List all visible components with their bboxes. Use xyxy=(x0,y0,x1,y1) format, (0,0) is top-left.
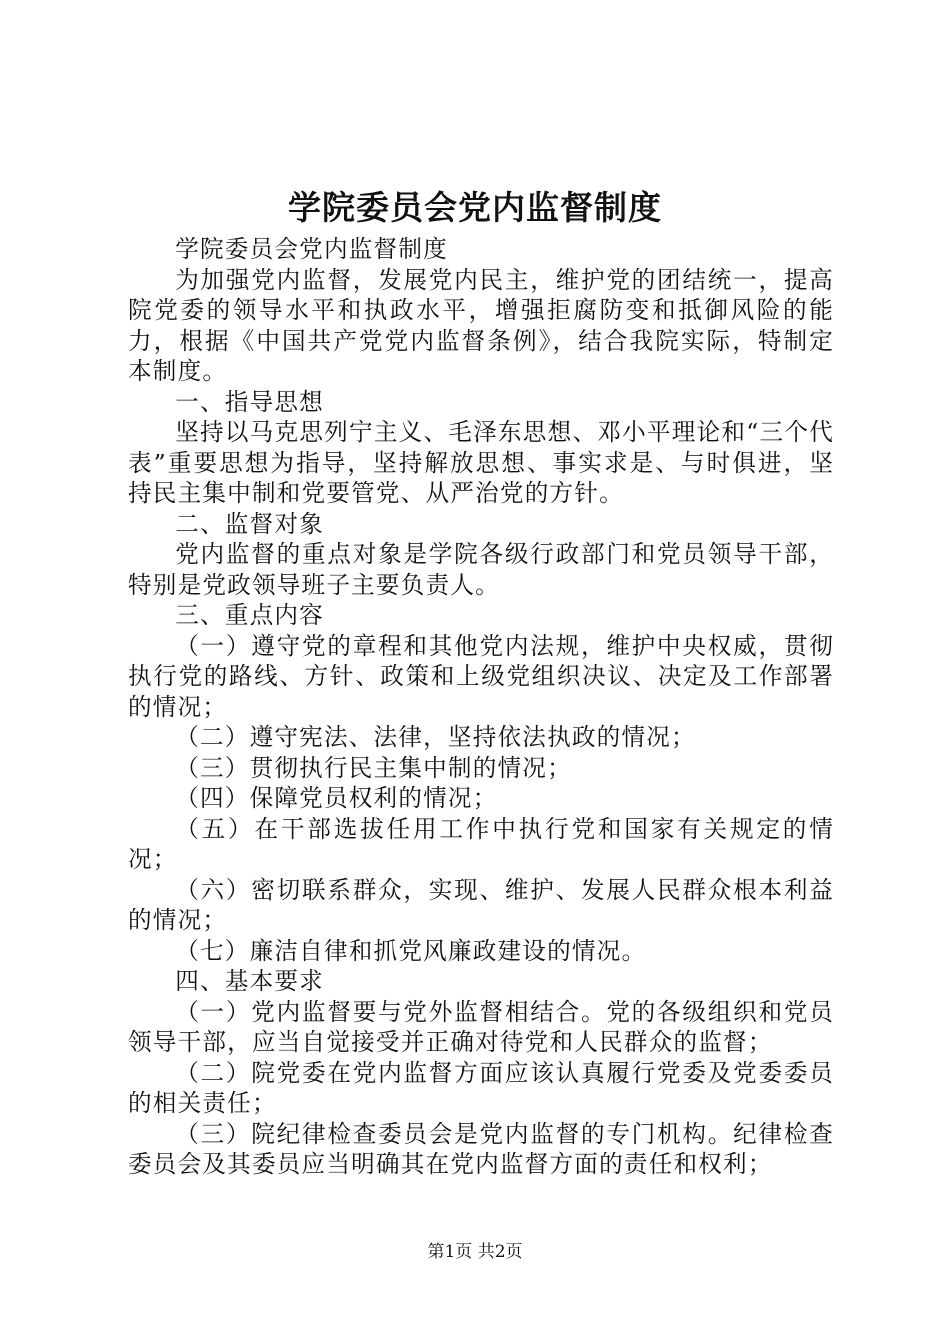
list-item: （一）党内监督要与党外监督相结合。党的各级组织和党员领导干部，应当自觉接受并正确对待党和人民群众的监督； xyxy=(128,997,834,1056)
section-heading: 二、监督对象 xyxy=(175,509,324,538)
list-item: （三）贯彻执行民主集中制的情况； xyxy=(175,753,572,782)
document-title: 学院委员会党内监督制度 xyxy=(288,188,662,227)
paragraph: 为加强党内监督，发展党内民主，维护党的团结统一，提高院党委的领导水平和执政水平，增强拒腐防变和抵御风险的能力，根据《中国共产党党内监督条例》，结合我院实际，特制定本制度。 xyxy=(128,265,834,385)
list-item: （五）在干部选拔任用工作中执行党和国家有关规定的情况； xyxy=(128,814,834,873)
list-item: （四）保障党员权利的情况； xyxy=(175,784,498,812)
paragraph: 党内监督的重点对象是学院各级行政部门和党员领导干部，特别是党政领导班子主要负责人。 xyxy=(128,540,834,599)
paragraph: 坚持以马克思列宁主义、毛泽东思想、邓小平理论和“三个代表”重要思想为指导，坚持解放思想、事实求是、与时俱进，坚持民主集中制和党要管党、从严治党的方针。 xyxy=(128,418,834,507)
list-item: （一）遵守党的章程和其他党内法规，维护中央权威，贯彻执行党的路线、方针、政策和上级党组织决议、决定及工作部署的情况； xyxy=(128,631,834,721)
list-item: （七）廉洁自律和抓党风廉政建设的情况。 xyxy=(175,936,647,965)
list-item: （二）遵守宪法、法律，坚持依法执政的情况； xyxy=(175,723,696,751)
section-heading: 一、指导思想 xyxy=(175,387,324,416)
page-number-footer: 第1页 共2页 xyxy=(427,1242,523,1262)
section-heading: 四、基本要求 xyxy=(175,967,324,995)
document-body xyxy=(128,234,834,1180)
list-item: （六）密切联系群众，实现、维护、发展人民群众根本利益的情况； xyxy=(128,875,834,934)
list-item: （三）院纪律检查委员会是党内监督的专门机构。纪律检查委员会及其委员应当明确其在党内监督方面的责任和权利； xyxy=(128,1119,834,1178)
paragraph: 学院委员会党内监督制度 xyxy=(175,235,448,263)
list-item: （二）院党委在党内监督方面应该认真履行党委及党委委员的相关责任； xyxy=(128,1058,834,1117)
section-heading: 三、重点内容 xyxy=(175,601,324,629)
